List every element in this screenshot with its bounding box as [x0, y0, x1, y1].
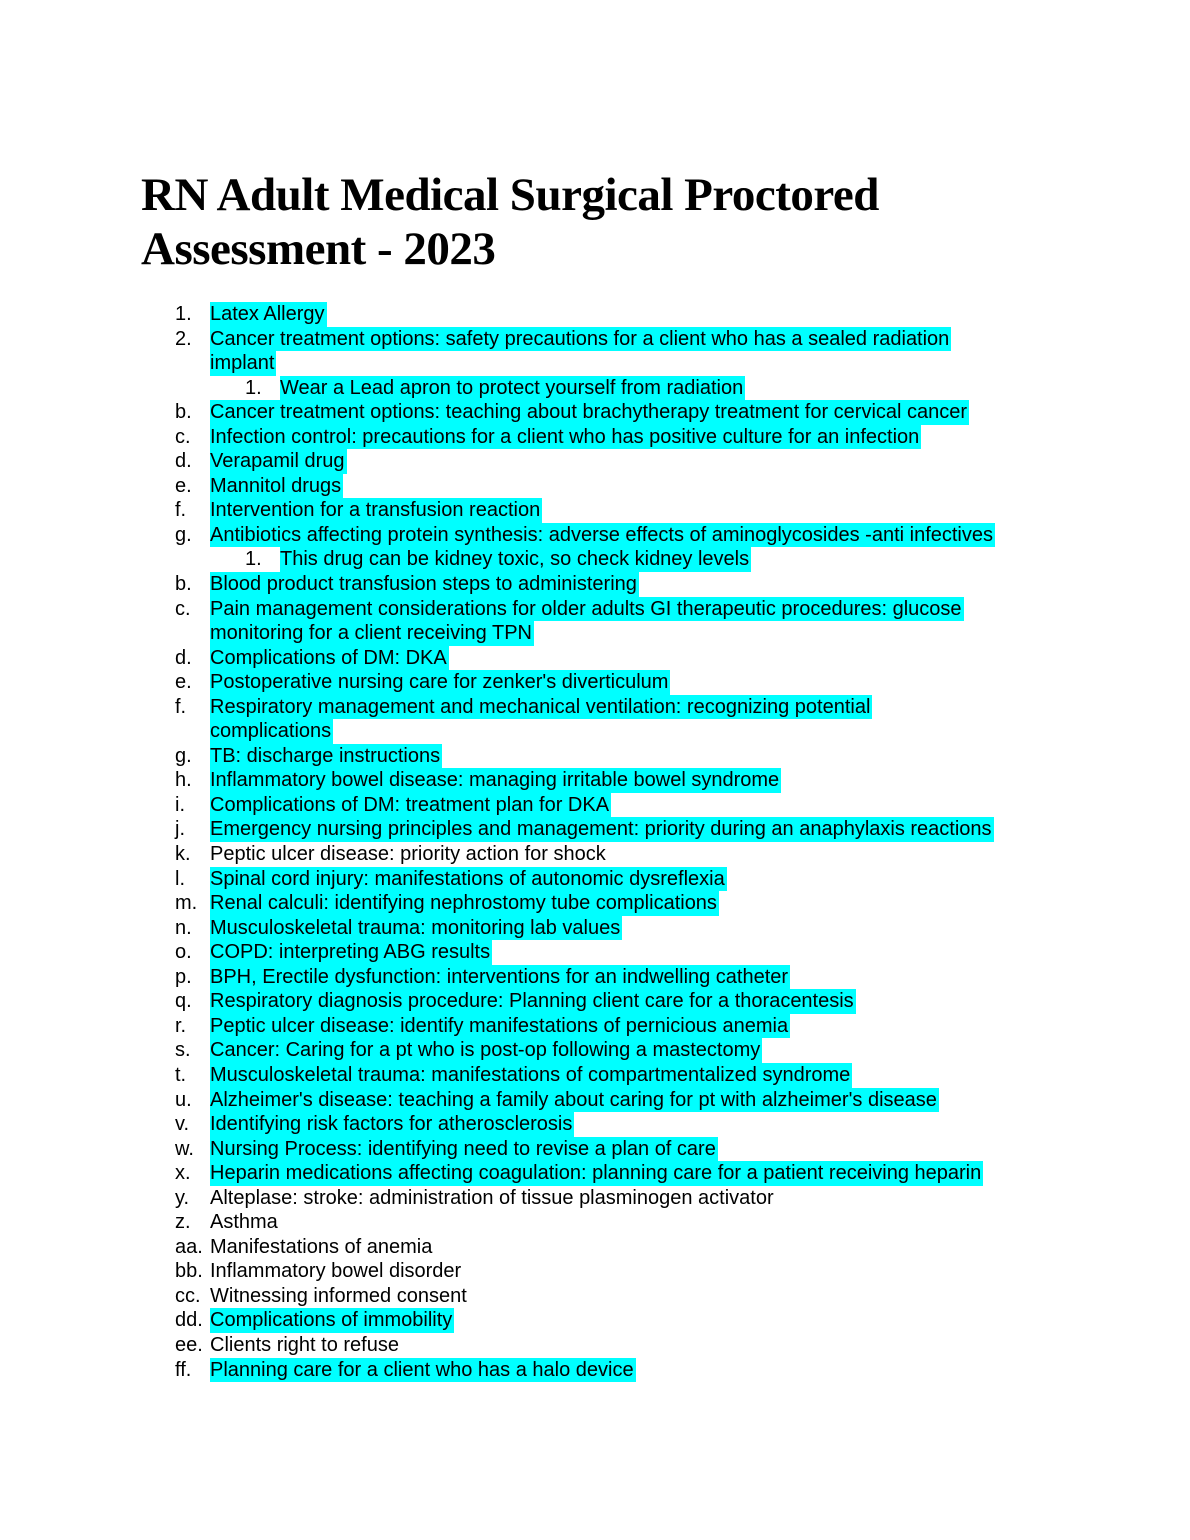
- list-item-marker: aa.: [175, 1235, 203, 1258]
- topic-list: [0, 302, 1190, 1382]
- list-item: [0, 891, 1190, 916]
- list-item-text: Pain management considerations for older adults GI therapeutic procedures: glucose: [210, 597, 962, 620]
- list-item: [0, 867, 1190, 892]
- list-item-marker: f.: [175, 695, 187, 718]
- list-item-marker: r.: [175, 1014, 187, 1037]
- list-item: [0, 1186, 1190, 1211]
- list-item-text: Respiratory diagnosis procedure: Planning client care for a thoracentesis: [210, 990, 854, 1013]
- list-item-text: Peptic ulcer disease: identify manifestations of pernicious anemia: [210, 1014, 789, 1037]
- list-item: [0, 1161, 1190, 1186]
- list-item-text: Asthma: [210, 1211, 278, 1234]
- list-item: [0, 1235, 1190, 1260]
- list-item-text: Latex Allergy: [210, 303, 325, 325]
- list-item: [0, 1259, 1190, 1284]
- list-item: [0, 1038, 1190, 1063]
- list-item: [0, 695, 1190, 720]
- list-item-text: BPH, Erectile dysfunction: interventions for an indwelling catheter: [210, 965, 789, 988]
- list-item: [0, 572, 1190, 597]
- list-item: [0, 523, 1190, 548]
- list-item-text: Inflammatory bowel disorder: [210, 1260, 462, 1283]
- list-item-marker: c.: [175, 597, 191, 620]
- list-item: [0, 916, 1190, 941]
- list-item-text: Witnessing informed consent: [210, 1284, 467, 1307]
- list-item-text: Cancer treatment options: teaching about brachytherapy treatment for cervical cancer: [210, 401, 968, 424]
- list-item-continuation: [0, 719, 1190, 744]
- list-item-marker: g.: [175, 744, 192, 767]
- list-item-text: Musculoskeletal trauma: monitoring lab values: [210, 916, 621, 939]
- list-item: [0, 327, 1190, 352]
- list-item-text: Nursing Process: identifying need to revise a plan of care: [210, 1137, 716, 1160]
- list-item: [0, 1014, 1190, 1039]
- list-item-text: Postoperative nursing care for zenker's diverticulum: [210, 671, 669, 694]
- list-item: [0, 376, 1190, 401]
- list-item-marker: g.: [175, 523, 192, 546]
- list-item: [0, 547, 1190, 572]
- list-item: [0, 940, 1190, 965]
- list-item-text: Verapamil drug: [210, 450, 345, 473]
- list-item-marker: 1.: [175, 303, 192, 325]
- list-item-marker: ff.: [175, 1358, 192, 1381]
- list-item-marker: l.: [175, 867, 185, 890]
- title-line-1: RN Adult Medical Surgical Proctored: [141, 169, 879, 221]
- list-item-marker: x.: [175, 1162, 191, 1185]
- list-item-text: Emergency nursing principles and management: priority during an anaphylaxis reactions: [210, 818, 992, 841]
- list-item-marker: m.: [175, 892, 198, 915]
- list-item-text: Mannitol drugs: [210, 474, 342, 497]
- list-item-marker: 1.: [245, 548, 262, 571]
- list-item-marker: b.: [175, 573, 192, 596]
- list-item-text: implant: [210, 352, 275, 375]
- list-item-text: Peptic ulcer disease: priority action for shock: [210, 843, 606, 866]
- list-item-marker: u.: [175, 1088, 192, 1111]
- list-item: [0, 1284, 1190, 1309]
- list-item-text: This drug can be kidney toxic, so check kidney levels: [280, 548, 750, 571]
- list-item-text: Manifestations of anemia: [210, 1235, 433, 1258]
- list-item-text: Infection control: precautions for a client who has positive culture for an infection: [210, 425, 920, 448]
- list-item: [0, 597, 1190, 622]
- list-item-marker: dd.: [175, 1309, 203, 1332]
- title-line-2: Assessment - 2023: [141, 223, 496, 275]
- list-item-text: TB: discharge instructions: [210, 744, 441, 767]
- list-item-marker: e.: [175, 671, 192, 694]
- list-item-text: COPD: interpreting ABG results: [210, 941, 491, 964]
- list-item-marker: j.: [175, 818, 185, 841]
- list-item-marker: s.: [175, 1039, 191, 1062]
- list-item-text: Inflammatory bowel disease: managing irritable bowel syndrome: [210, 769, 780, 792]
- list-item: [0, 744, 1190, 769]
- list-item: [0, 793, 1190, 818]
- list-item-marker: 2.: [175, 327, 192, 350]
- list-item-marker: ee.: [175, 1333, 203, 1356]
- list-item: [0, 965, 1190, 990]
- list-item-marker: n.: [175, 916, 192, 939]
- list-item-text: monitoring for a client receiving TPN: [210, 622, 532, 645]
- list-item-marker: w.: [175, 1137, 194, 1160]
- list-item-text: Alzheimer's disease: teaching a family about caring for pt with alzheimer's disease: [210, 1088, 937, 1111]
- list-item-text: Renal calculi: identifying nephrostomy tube complications: [210, 892, 717, 915]
- list-item-marker: 1.: [245, 376, 262, 399]
- list-item: [0, 449, 1190, 474]
- list-item-text: Alteplase: stroke: administration of tissue plasminogen activator: [210, 1186, 774, 1209]
- list-item: [0, 1063, 1190, 1088]
- list-item: [0, 302, 1190, 327]
- list-item: [0, 474, 1190, 499]
- list-item-marker: b.: [175, 401, 192, 424]
- list-item-text: Wear a Lead apron to protect yourself from radiation: [280, 376, 744, 399]
- list-item: [0, 646, 1190, 671]
- list-item-text: Identifying risk factors for atherosclerosis: [210, 1113, 573, 1136]
- list-item-marker: q.: [175, 990, 192, 1013]
- list-item-text: Clients right to refuse: [210, 1333, 399, 1356]
- list-item-marker: cc.: [175, 1284, 201, 1307]
- list-item: [0, 1112, 1190, 1137]
- list-item-text: Spinal cord injury: manifestations of autonomic dysreflexia: [210, 867, 725, 890]
- list-item: [0, 842, 1190, 867]
- list-item-text: Cancer treatment options: safety precautions for a client who has a sealed radiation: [210, 327, 950, 350]
- list-item-marker: d.: [175, 450, 192, 473]
- list-item-marker: e.: [175, 474, 192, 497]
- list-item: [0, 670, 1190, 695]
- list-item-text: Antibiotics affecting protein synthesis: adverse effects of aminoglycosides -anti infectives: [210, 523, 993, 546]
- list-item: [0, 1358, 1190, 1383]
- list-item-marker: y.: [175, 1186, 190, 1209]
- list-item-marker: h.: [175, 769, 192, 792]
- list-item-marker: f.: [175, 499, 187, 522]
- list-item-text: complications: [210, 720, 332, 743]
- list-item: [0, 1308, 1190, 1333]
- list-item-marker: k.: [175, 843, 191, 866]
- list-item-marker: p.: [175, 965, 192, 988]
- list-item-text: Complications of DM: DKA: [210, 646, 447, 669]
- list-item: [0, 989, 1190, 1014]
- list-item-text: Cancer: Caring for a pt who is post-op following a mastectomy: [210, 1039, 761, 1062]
- list-item-text: Planning care for a client who has a halo device: [210, 1358, 634, 1381]
- list-item-marker: c.: [175, 425, 191, 448]
- list-item-text: Complications of DM: treatment plan for DKA: [210, 793, 610, 816]
- list-item: [0, 768, 1190, 793]
- list-item-marker: z.: [175, 1211, 191, 1234]
- list-item: [0, 1137, 1190, 1162]
- list-item-marker: i.: [175, 793, 185, 816]
- list-item: [0, 1333, 1190, 1358]
- list-item-text: Blood product transfusion steps to administering: [210, 573, 637, 596]
- list-item-marker: t.: [175, 1063, 187, 1086]
- list-item-text: Intervention for a transfusion reaction: [210, 499, 541, 522]
- list-item: [0, 1088, 1190, 1113]
- list-item-marker: o.: [175, 941, 192, 964]
- list-item-text: Musculoskeletal trauma: manifestations of compartmentalized syndrome: [210, 1063, 851, 1086]
- list-item: [0, 817, 1190, 842]
- list-item: [0, 1210, 1190, 1235]
- list-item: [0, 425, 1190, 450]
- list-item-marker: bb.: [175, 1260, 203, 1283]
- list-item-marker: v.: [175, 1113, 190, 1136]
- list-item-text: Respiratory management and mechanical ventilation: recognizing potential: [210, 695, 871, 718]
- list-item-text: Complications of immobility: [210, 1309, 453, 1332]
- list-item: [0, 498, 1190, 523]
- list-item-text: Heparin medications affecting coagulation: planning care for a patient receiving heparin: [210, 1162, 982, 1185]
- list-item-marker: d.: [175, 646, 192, 669]
- list-item: [0, 400, 1190, 425]
- list-item-continuation: [0, 351, 1190, 376]
- list-item-continuation: [0, 621, 1190, 646]
- document-title: [141, 168, 879, 276]
